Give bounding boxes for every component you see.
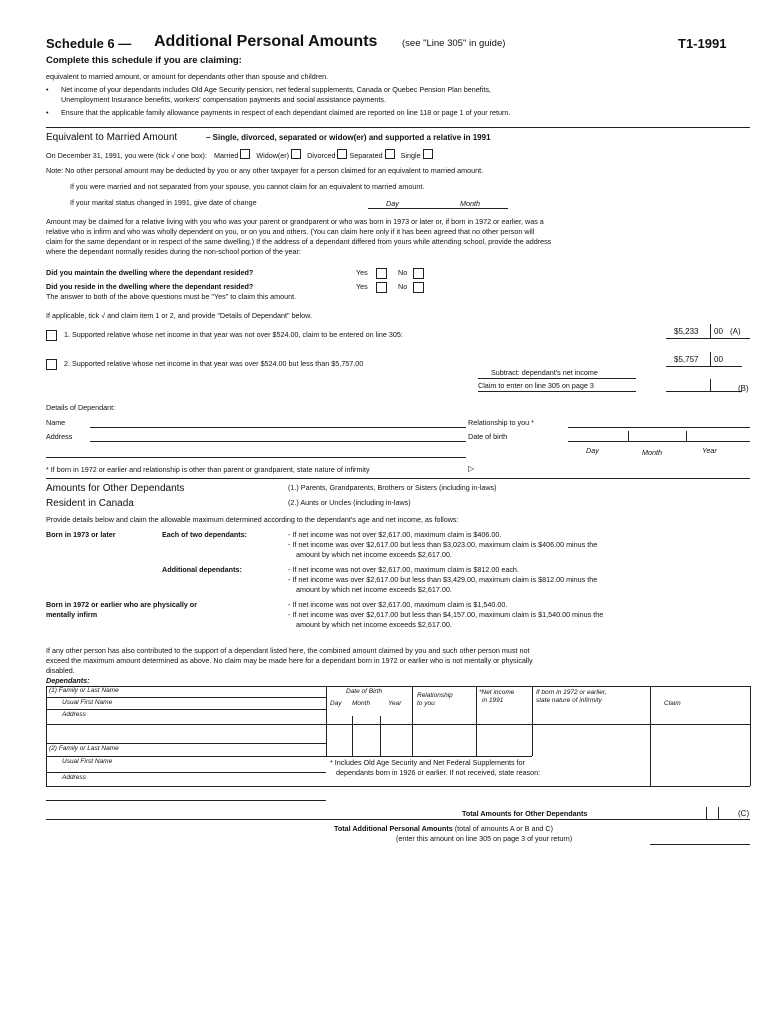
- status-separated-label: Separated: [349, 151, 383, 160]
- marital-status-prompt: On December 31, 1991, you were (tick √ one box):: [46, 151, 207, 160]
- complete-if: Complete this schedule if you are claiming:: [46, 55, 242, 66]
- arrow-icon: ▷: [468, 464, 475, 473]
- name-label: Name: [46, 418, 66, 427]
- col-address: Address: [62, 711, 86, 718]
- rule-3c: amount by which net income exceeds $2,617.00.: [296, 620, 452, 629]
- if-other-2: exceed the maximum amount determined as above. No claim may be made here for a dependant born in 1972 or earlier who is not mentally or physically: [46, 656, 533, 665]
- status-married-checkbox[interactable]: [240, 149, 250, 159]
- rule-1b: - If net income was over $2,617.00 but less than $3,023.00, maximum claim is $406.00 minus the: [288, 540, 598, 549]
- status-widow-label: Widow(er): [256, 151, 290, 160]
- equiv-heading-rest: – Single, divorced, separated or widow(er) and supported a relative in 1991: [206, 133, 491, 142]
- status-divorced-checkbox[interactable]: [337, 149, 347, 159]
- equiv-para-3: claim for the same dependant or in respect of the same dwelling.) If the address of a dependant differed from yours while attending school, provide the address: [46, 237, 552, 246]
- total-enter-instruction: (enter this amount on line 305 on page 3 of your return): [396, 834, 573, 843]
- details-heading: Details of Dependant:: [46, 403, 116, 412]
- col-dob-year: Year: [388, 700, 402, 707]
- bullet-2-text: Ensure that the applicable family allowance payments in respect of each dependant claimed are reported on line 118 or page 1 of your return.: [61, 108, 511, 117]
- rule-3b: - If net income was over $2,617.00 but less than $4,157.00, maximum claim is $1,540.00 minus the: [288, 610, 604, 619]
- q1-yes-label: Yes: [356, 268, 368, 277]
- q2-yes-checkbox[interactable]: [376, 282, 387, 293]
- other-heading-1: Amounts for Other Dependants: [46, 483, 185, 494]
- rule-1c: amount by which net income exceeds $2,617.00.: [296, 550, 452, 559]
- item-2-text: 2. Supported relative whose net income in that year was over $524.00 but less than $5,757.00: [64, 359, 364, 368]
- item-1-code: (A): [730, 327, 741, 336]
- dob-field[interactable]: [568, 441, 750, 442]
- q2-no-label: No: [398, 282, 408, 291]
- relationship-field[interactable]: [568, 427, 750, 428]
- name-field[interactable]: [90, 427, 466, 428]
- infirmity-footnote: * If born in 1972 or earlier and relationship is other than parent or grandparent, state nature of infirmity: [46, 465, 370, 474]
- total-additional-row: [334, 824, 553, 833]
- col-net-income-2: in 1991: [482, 697, 504, 704]
- additional-label: Additional dependants:: [162, 565, 242, 574]
- dependants-label: Dependants:: [46, 676, 90, 685]
- dob-month: Month: [642, 448, 662, 457]
- equiv-note-3: If your marital status changed in 1991, give date of change: [70, 198, 257, 207]
- col-first-name-2: Usual First Name: [62, 758, 113, 765]
- equiv-para-2: relative who is infirm and who was wholly dependent on you, or on you and others. (You can claim here only if it has been agreed that no other person will: [46, 227, 535, 236]
- col-address-2: Address: [62, 774, 86, 781]
- item-1-text: 1. Supported relative whose net income in that year was not over $524.00, claim to be entered on line 305:: [64, 330, 403, 339]
- equiv-heading: Equivalent to Married Amount: [46, 132, 178, 143]
- form-title: Additional Personal Amounts: [154, 33, 378, 50]
- relation-type-2: (2.) Aunts or Uncles (including in-laws): [288, 498, 411, 507]
- includes-note-2: dependants born in 1926 or earlier. If not received, state reason:: [336, 768, 541, 777]
- item-2-amount: $5,757: [674, 355, 699, 364]
- born-1972-label-a: Born in 1972 or earlier who are physically or: [46, 600, 197, 609]
- applicable-instruction: If applicable, tick √ and claim item 1 or 2, and provide "Details of Dependant" below.: [46, 311, 312, 320]
- provide-details: Provide details below and claim the allowable maximum determined according to the dependant's age and net income, as follows:: [46, 515, 459, 524]
- bullet-1-text-b: Unemployment Insurance benefits, workers' compensation payments and social assistance payments.: [61, 95, 386, 104]
- total-other-code: (C): [738, 809, 750, 818]
- form-id: T1-1991: [678, 36, 727, 51]
- bullet-1: •: [46, 85, 49, 94]
- col-dob-month: Month: [352, 700, 371, 707]
- schedule-label: Schedule 6 —: [46, 36, 132, 51]
- question-reside: Did you reside in the dwelling where the dependant resided?: [46, 282, 254, 291]
- col-dob: Date of Birth: [346, 688, 383, 695]
- address-field[interactable]: [90, 441, 466, 442]
- col-relationship-2: to you: [417, 700, 435, 707]
- relation-type-1: (1.) Parents, Grandparents, Brothers or Sisters (including in-laws): [288, 483, 497, 492]
- q1-yes-checkbox[interactable]: [376, 268, 387, 279]
- status-single-label: Single: [400, 151, 421, 160]
- marital-status-row: [46, 149, 433, 160]
- col-family-2: (2) Family or Last Name: [49, 745, 119, 752]
- item-2-checkbox[interactable]: [46, 359, 57, 370]
- item-2-cents: 00: [714, 355, 723, 364]
- relationship-label: Relationship to you *: [468, 418, 534, 427]
- claiming-line: equivalent to married amount, or amount for dependants other than spouse and children.: [46, 72, 329, 81]
- bullet-1-text-a: Net income of your dependants includes Old Age Security pension, net federal supplements, Canada or Quebec Pension Plan benefits,: [61, 85, 491, 94]
- divider: [46, 127, 750, 128]
- dob-label: Date of birth: [468, 432, 508, 441]
- total-additional-label: Total Additional Personal Amounts: [334, 824, 453, 833]
- status-married-label: Married: [213, 151, 239, 160]
- rule-2b: - If net income was over $2,617.00 but less than $3,429.00, maximum claim is $812.00 minus the: [288, 575, 598, 584]
- equiv-para-4: where the dependant normally resides during the non-school portion of the year:: [46, 247, 301, 256]
- each-two-label: Each of two dependants:: [162, 530, 248, 539]
- date-change-month: Month: [460, 199, 480, 208]
- col-infirmity-2: state nature of infirmity: [536, 697, 602, 704]
- item-1-cents: 00: [714, 327, 723, 336]
- col-net-income-1: *Net income: [479, 689, 515, 696]
- item-1-amount: $5,233: [674, 327, 699, 336]
- q2-no-checkbox[interactable]: [413, 282, 424, 293]
- q1-no-checkbox[interactable]: [413, 268, 424, 279]
- other-heading-2: Resident in Canada: [46, 498, 134, 509]
- total-other-label: Total Amounts for Other Dependants: [462, 809, 588, 818]
- divider: [46, 478, 750, 479]
- q1-no-label: No: [398, 268, 408, 277]
- q2-yes-label: Yes: [356, 282, 368, 291]
- subtract-label: Subtract: dependant's net income: [491, 368, 598, 377]
- rule-1a: - If net income was not over $2,617.00, maximum claim is $406.00.: [288, 530, 502, 539]
- item-2-code: (B): [738, 384, 749, 393]
- rule-2c: amount by which net income exceeds $2,617.00.: [296, 585, 452, 594]
- if-other-3: disabled.: [46, 666, 75, 675]
- col-dob-day: Day: [330, 700, 342, 707]
- if-other-1: If any other person has also contributed to the support of a dependant listed here, the combined amount claimed by you and such other person must not: [46, 646, 530, 655]
- status-widow-checkbox[interactable]: [291, 149, 301, 159]
- col-relationship-1: Relationship: [417, 692, 453, 699]
- born-1972-label-b: mentally infirm: [46, 610, 98, 619]
- item-1-checkbox[interactable]: [46, 330, 57, 341]
- status-divorced-label: Divorced: [307, 151, 336, 160]
- dob-year: Year: [702, 446, 717, 455]
- date-of-change-line: [368, 208, 508, 209]
- col-infirmity-1: If born in 1972 or earlier,: [536, 689, 607, 696]
- address-label: Address: [46, 432, 73, 441]
- claim-to-enter: Claim to enter on line 305 on page 3: [478, 381, 594, 390]
- date-change-day: Day: [386, 199, 399, 208]
- status-separated-checkbox[interactable]: [385, 149, 395, 159]
- answer-note: The answer to both of the above questions must be "Yes" to claim this amount.: [46, 292, 297, 301]
- born-1973-label: Born in 1973 or later: [46, 530, 116, 539]
- col-family-1: (1) Family or Last Name: [49, 687, 119, 694]
- col-first-name: Usual First Name: [62, 699, 113, 706]
- rule-2a: - If net income was not over $2,617.00, maximum claim is $812.00 each.: [288, 565, 519, 574]
- equiv-note: Note: No other personal amount may be deducted by you or any other taxpayer for a person claimed for an equivalent to married amount.: [46, 166, 484, 175]
- includes-note-1: * Includes Old Age Security and Net Federal Supplements for: [330, 758, 525, 767]
- question-maintain: Did you maintain the dwelling where the dependant resided?: [46, 268, 254, 277]
- guide-reference: (see "Line 305" in guide): [402, 38, 506, 49]
- equiv-note-2: If you were married and not separated from your spouse, you cannot claim for an equivalent to married amount.: [70, 182, 425, 191]
- total-additional-rest: (total of amounts A or B and C): [454, 824, 554, 833]
- col-claim: Claim: [664, 700, 681, 707]
- equiv-para-1: Amount may be claimed for a relative living with you who was your parent or grandparent or who was born in 1973 or later or, if born in 1972 or earlier, was a: [46, 217, 544, 226]
- bullet-2: •: [46, 108, 49, 117]
- dob-day: Day: [586, 446, 599, 455]
- rule-3a: - If net income was not over $2,617.00, maximum claim is $1,540.00.: [288, 600, 508, 609]
- status-single-checkbox[interactable]: [423, 149, 433, 159]
